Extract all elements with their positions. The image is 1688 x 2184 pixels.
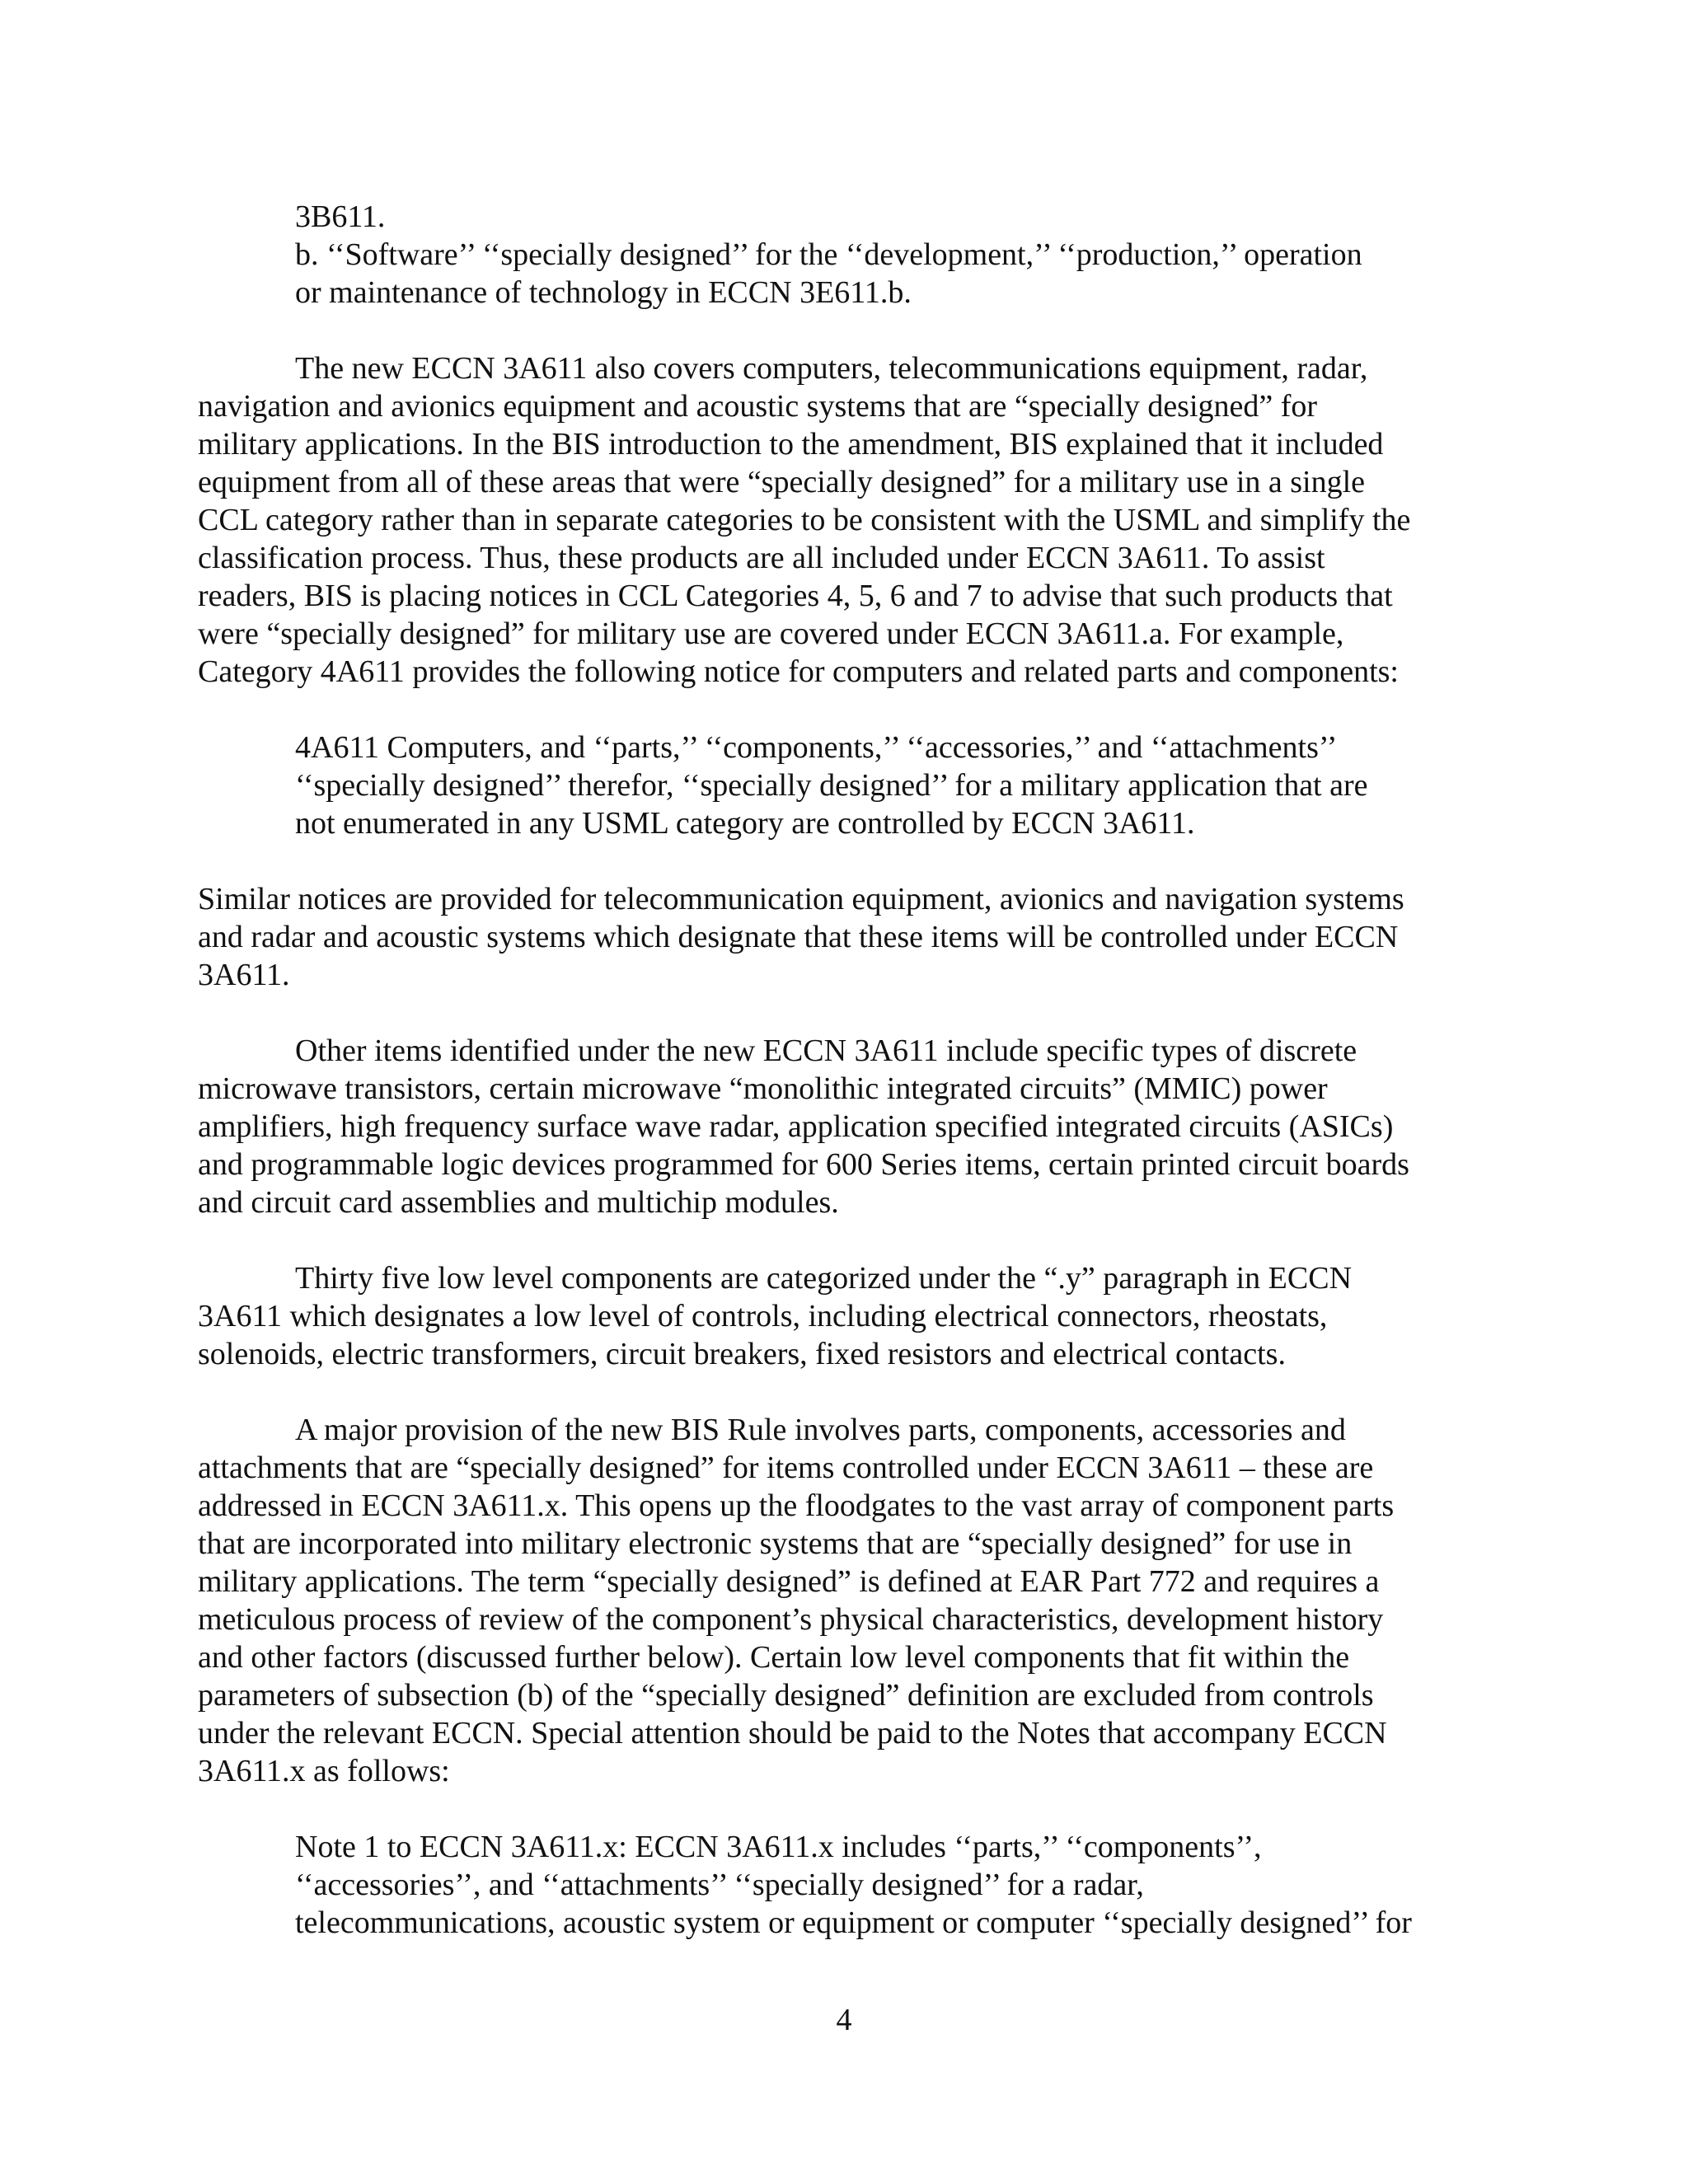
text-line: amplifiers, high frequency surface wave radar, application specified integrated circuits (ASICs) xyxy=(198,1109,1394,1144)
text-line: attachments that are “specially designed” for items controlled under ECCN 3A611 – these are xyxy=(198,1451,1374,1485)
text-line: Thirty five low level components are categorized under the “.y” paragraph in ECCN xyxy=(295,1261,1353,1296)
text-line: Other items identified under the new ECCN 3A611 include specific types of discrete xyxy=(295,1033,1357,1068)
text-line: 3B611. xyxy=(295,199,386,234)
text-line: 3A611. xyxy=(198,958,290,992)
text-line: that are incorporated into military electronic systems that are “specially designed” for use in xyxy=(198,1526,1353,1561)
page-number: 4 xyxy=(836,2003,852,2037)
text-line: Similar notices are provided for telecommunication equipment, avionics and navigation systems xyxy=(198,882,1404,916)
text-line: parameters of subsection (b) of the “specially designed” definition are excluded from controls xyxy=(198,1678,1374,1713)
text-line: 3A611.x as follows: xyxy=(198,1754,450,1788)
text-line: Category 4A611 provides the following notice for computers and related parts and components: xyxy=(198,654,1399,689)
text-line: A major provision of the new BIS Rule involves parts, components, accessories and xyxy=(295,1413,1346,1447)
text-line: and radar and acoustic systems which designate that these items will be controlled under ECCN xyxy=(198,920,1399,954)
text-line: meticulous process of review of the component’s physical characteristics, development history xyxy=(198,1602,1384,1637)
quote-line: 4A611 Computers, and ‘‘parts,’’ ‘‘components,’’ ‘‘accessories,’’ and ‘‘attachments’’ xyxy=(295,730,1338,765)
text-line: military applications. The term “specially designed” is defined at EAR Part 772 and requires a xyxy=(198,1564,1380,1599)
text-line: CCL category rather than in separate categories to be consistent with the USML and simplify the xyxy=(198,503,1411,537)
text-line: microwave transistors, certain microwave “monolithic integrated circuits” (MMIC) power xyxy=(198,1071,1328,1106)
text-line: solenoids, electric transformers, circuit breakers, fixed resistors and electrical contacts. xyxy=(198,1337,1286,1371)
text-line: or maintenance of technology in ECCN 3E611.b. xyxy=(295,275,912,310)
text-line: under the relevant ECCN. Special attention should be paid to the Notes that accompany ECCN xyxy=(198,1716,1387,1750)
quote-line: ‘‘accessories’’, and ‘‘attachments’’ ‘‘specially designed’’ for a radar, xyxy=(295,1868,1144,1902)
text-line: and circuit card assemblies and multichip modules. xyxy=(198,1185,839,1220)
text-line: readers, BIS is placing notices in CCL Categories 4, 5, 6 and 7 to advise that such products that xyxy=(198,579,1393,613)
text-line: classification process. Thus, these products are all included under ECCN 3A611. To assist xyxy=(198,541,1325,575)
text-line: 3A611 which designates a low level of controls, including electrical connectors, rheostats, xyxy=(198,1299,1328,1333)
quote-line: Note 1 to ECCN 3A611.x: ECCN 3A611.x includes ‘‘parts,’’ ‘‘components’’, xyxy=(295,1830,1262,1864)
quote-line: telecommunications, acoustic system or equipment or computer ‘‘specially designed’’ for xyxy=(295,1905,1412,1940)
quote-line: not enumerated in any USML category are controlled by ECCN 3A611. xyxy=(295,806,1195,841)
text-line: addressed in ECCN 3A611.x. This opens up the floodgates to the vast array of component parts xyxy=(198,1488,1395,1523)
text-line: navigation and avionics equipment and acoustic systems that are “specially designed” for xyxy=(198,389,1318,424)
text-line: were “specially designed” for military use are covered under ECCN 3A611.a. For example, xyxy=(198,616,1344,651)
text-line: military applications. In the BIS introduction to the amendment, BIS explained that it included xyxy=(198,427,1384,462)
text-line: and other factors (discussed further below). Certain low level components that fit within the xyxy=(198,1640,1350,1675)
text-line: and programmable logic devices programmed for 600 Series items, certain printed circuit boards xyxy=(198,1147,1409,1182)
quote-line: ‘‘specially designed’’ therefor, ‘‘specially designed’’ for a military application that are xyxy=(295,768,1368,803)
text-line: equipment from all of these areas that were “specially designed” for a military use in a single xyxy=(198,465,1366,499)
text-line: b. ‘‘Software’’ ‘‘specially designed’’ for the ‘‘development,’’ ‘‘production,’’ operation xyxy=(295,237,1362,272)
text-line: The new ECCN 3A611 also covers computers, telecommunications equipment, radar, xyxy=(295,351,1368,386)
